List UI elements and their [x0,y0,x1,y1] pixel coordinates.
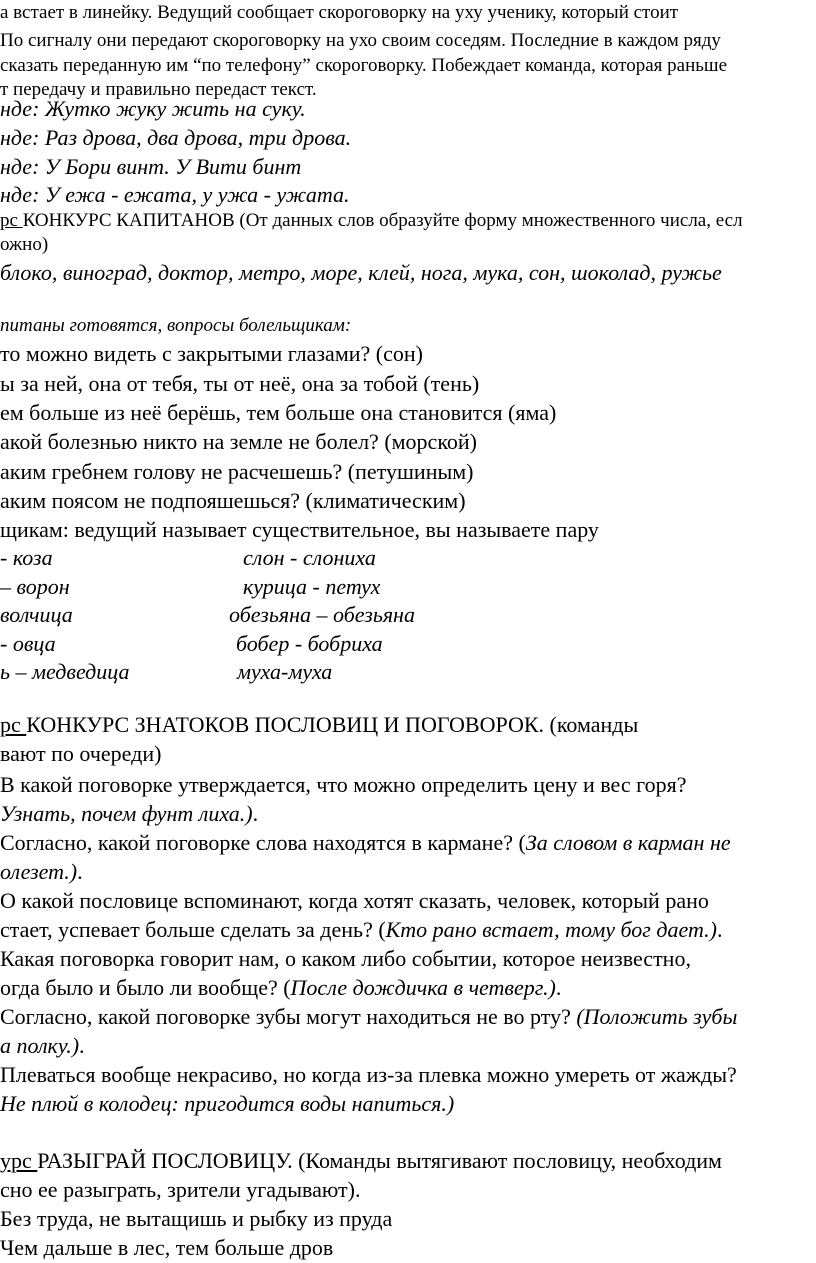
text-line: ожно) [0,234,49,255]
answer-line: Узнать, почем фунт лиха.). [0,801,259,826]
text-line: По сигналу они передают скороговорку на ухо своим соседям. Последние в каждом ряду [0,30,721,51]
tongue-twister-line: нде: Раз дрова, два дрова, три дрова. [0,125,352,150]
text-line: щикам: ведущий называет существительное, вы называете пару [0,517,599,542]
tongue-twister-line: нде: У ежа - ежата, у ужа - ужата. [0,182,350,207]
text-line: т передачу и правильно передаст текст. [0,79,317,100]
question-line: Согласно, какой поговорке зубы могут находиться не во рту? (Положить зубы [0,1004,738,1029]
animal-pair-row: - овца бобер - бобриха [0,631,383,656]
question-line: Плеваться вообще некрасиво, но когда из-за плевка можно умереть от жажды? [0,1062,737,1087]
question-line: огда было и было ли вообще? (После дождичка в четверг.). [0,975,562,1000]
answer-line: а полку.). [0,1033,85,1058]
answer-line: Не плюй в колодец: пригодится воды напиться.) [0,1091,455,1116]
text-line: сказать переданную им “по телефону” скороговорку. Побеждает команда, которая раньше [0,55,728,76]
text-line: а встает в линейку. Ведущий сообщает скороговорку на уху ученику, который стоит [0,2,679,23]
riddle-line: акой болезнью никто на земле не болел? (морской) [0,429,477,454]
question-line: О какой пословице вспоминают, когда хотят сказать, человек, который рано [0,888,709,913]
riddle-line: ы за ней, она от тебя, ты от неё, она за тобой (тень) [0,371,480,396]
proverb-line: Чем дальше в лес, тем больше дров [0,1235,334,1260]
riddle-line: то можно видеть с закрытыми глазами? (сон) [0,341,423,366]
animal-pair-row: – ворон курица - петух [0,574,381,599]
question-line: В какой поговорке утверждается, что можно определить цену и вес горя? [0,772,687,797]
word-list-line: блоко, виноград, доктор, метро, море, клей, нога, мука, сон, шоколад, ружье [0,260,722,285]
tongue-twister-line: нде: Жутко жуку жить на суку. [0,96,306,121]
question-line: Согласно, какой поговорке слова находятся в кармане? (За словом в карман не [0,830,731,855]
animal-pair-row: ь – медведица муха-муха [0,659,333,684]
riddle-line: аким поясом не подпояшешься? (климатическим) [0,488,466,513]
section-heading-act-proverb: урс РАЗЫГРАЙ ПОСЛОВИЦУ. (Команды вытягивают пословицу, необходим [0,1148,722,1173]
question-line: стает, успевает больше сделать за день? (Кто рано встает, тому бог дает.). [0,917,723,942]
text-line: вают по очереди) [0,741,162,766]
text-line: сно ее разыграть, зрители угадывают). [0,1177,361,1202]
section-heading-proverbs: рс КОНКУРС ЗНАТОКОВ ПОСЛОВИЦ И ПОГОВОРОК. (команды [0,712,639,737]
proverb-line: Без труда, не вытащишь и рыбку из пруда [0,1206,393,1231]
animal-pair-row: волчица обезьяна – обезьяна [0,602,415,627]
riddle-line: аким гребнем голову не расчешешь? (петушиным) [0,459,474,484]
animal-pair-row: - коза слон - слониха [0,545,376,570]
tongue-twister-line: нде: У Бори винт. У Вити бинт [0,154,302,179]
answer-line: олезет.). [0,859,83,884]
section-heading-captains: рс КОНКУРС КАПИТАНОВ (От данных слов образуйте форму множественного числа, есл [0,210,743,231]
question-line: Какая поговорка говорит нам, о каком либо событии, которое неизвестно, [0,946,691,971]
text-line: питаны готовятся, вопросы болельщикам: [0,315,352,336]
riddle-line: ем больше из неё берёшь, тем больше она становится (яма) [0,400,557,425]
